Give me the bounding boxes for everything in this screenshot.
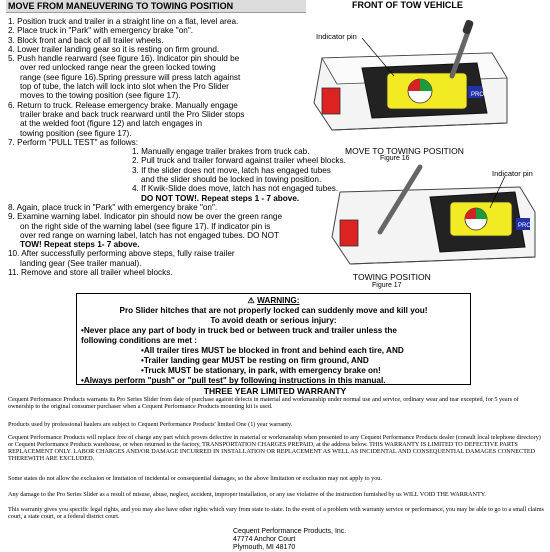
warning-line: following conditions are met : <box>81 336 197 345</box>
step-3: 3. Block front and back of all trailer wheels. <box>8 35 164 45</box>
front-of-vehicle-label: FRONT OF TOW VEHICLE <box>352 0 463 10</box>
warranty-para-2: Products used by professional haulers are subject to Cequent Performance Products' limited One (1) year warranty. <box>8 421 293 428</box>
fig17-caption: TOWING POSITION <box>353 272 431 282</box>
pro-label: PRO <box>518 223 532 229</box>
fig17-number: Figure 17 <box>372 282 402 289</box>
step-9-cont: TOW! Repeat steps 1- 7 above. <box>20 240 140 250</box>
warning-line: •All trailer tires MUST be blocked in front and behind each tire, AND <box>141 346 404 355</box>
warning-line: Pro Slider hitches that are not properly locked can suddenly move and kill you! <box>119 306 428 315</box>
fig17-indicator-label: Indicator pin <box>492 169 533 178</box>
step-6-cont: towing position (see figure 17). <box>20 128 132 138</box>
pull-test-2: 2. Pull truck and trailer forward against trailer wheel blocks. <box>132 156 346 166</box>
warning-line: •Trailer landing gear MUST be resting on firm ground, AND <box>141 356 369 365</box>
fig16-indicator-label: Indicator pin <box>316 32 357 41</box>
step-9: 9. Examine warning label. Indicator pin should now be over the green range <box>8 212 282 222</box>
pro-label: PRO <box>471 92 485 98</box>
warning-triangle-icon: ⚠ <box>247 296 255 305</box>
warning-line: •Always perform "push" or "pull test" by following instructions in this manual. <box>81 376 386 385</box>
step-5: 5. Push handle rearward (see figure 16). Indicator pin should be <box>8 54 240 64</box>
warning-line: To avoid death or serious injury: <box>210 316 337 325</box>
warranty-para-4: Some states do not allow the exclusion or limitation of incidental or consequential damages, so the above limitation or exclusion may not apply to you. <box>8 475 382 482</box>
warning-box <box>76 293 471 385</box>
warranty-para-1: Cequent Performance Products warrants its Pro Series Slider from date of purchase against defects in material and workmanship under normal use and service, ordinary wear and tear excepted, for 5 years of ownership to the original consumer purchaser when a Cequent Performance Products mounting kit is used. <box>8 396 519 410</box>
step-7: 7. Perform "PULL TEST" as follows: <box>8 137 139 147</box>
warning-title: ⚠ WARNING: <box>247 296 300 305</box>
warranty-title: THREE YEAR LIMITED WARRANTY <box>203 386 347 396</box>
step-8: 8. Again, place truck in "Park" with emergency brake "on". <box>8 202 218 212</box>
step-6: 6. Return to truck. Release emergency brake. Manually engage <box>8 100 238 110</box>
city-address: Plymouth, MI 48170 <box>233 544 296 551</box>
fig16-caption: MOVE TO TOWING POSITION <box>345 146 464 156</box>
step-6-cont: at the welded foot (figure 12) and latch engages in <box>20 119 203 129</box>
pull-test-4-cont: DO NOT TOW!. Repeat steps 1 - 7 above. <box>141 193 300 203</box>
street-address: 47774 Anchor Court <box>233 536 296 543</box>
step-10: 10. After successfully performing above steps, fully raise trailer <box>8 249 235 259</box>
step-11: 11. Remove and store all trailer wheel blocks. <box>8 268 173 278</box>
warranty-para-6: This warranty gives you specific legal rights, and you may also have other rights which vary from state to state. In the event of a problem with warranty service or performance, you may be able to go to a small claims court, a state court, or a federal district court. <box>8 506 544 520</box>
warranty-para-3: Cequent Performance Products will replace free of charge any part which proves defective in material or workmanship when presented to any Cequent Performance Products dealer (consult local telephone directory) or Cequent Performance Products warehouse, or when returned to the factory, TRANSPORTATION CHARGES PREPAID, at the address below. THIS WARRANTY IS LIMITED TO DEFECTIVE PARTS REPLACEMENT ONLY. LABOR CHARGES AND/OR DAMAGE INCURRED IN INSTALLATION OR REPLACEMENT AS WELL AS INCIDENTAL AND CONSEQUENTIAL DAMAGES CONNECTED THEREWITH ARE EXCLUDED. <box>8 434 541 462</box>
warning-line: •Truck MUST be stationary, in park, with emergency brake on! <box>141 366 381 375</box>
step-1: 1. Position truck and trailer in a straight line on a flat, level area. <box>8 17 239 26</box>
warranty-para-5: Any damage to the Pro Series Slider as a result of misuse, abuse, neglect, accident, improper installation, or any use violative of the instruction furnished by us WILL VOID THE WARRANTY. <box>8 491 486 498</box>
pull-test-3: 3. If the slider does not move, latch has engaged tubes <box>132 165 331 175</box>
company-name: Cequent Performance Products, Inc. <box>233 528 347 535</box>
step-9-cont: on the right side of the warning label (see figure 17). If indicator pin is <box>20 221 271 231</box>
pull-test-3-cont: and the slider should be locked in towing position. <box>141 175 322 185</box>
step-5-cont: range (see figure 16).Spring pressure will press latch against <box>20 72 241 82</box>
step-6-cont: trailer brake and back truck rearward until the Pro Slider stops <box>20 109 245 119</box>
company-address <box>233 528 346 552</box>
step-9-cont: over red range on warning label, latch has not engaged tubes. DO NOT <box>20 230 279 240</box>
figure-17-illustration <box>300 162 548 282</box>
step-5-cont: moves to the towing position (see figure 17). <box>20 91 181 101</box>
pull-test-1: 1. Manually engage trailer brakes from truck cab. <box>132 147 310 157</box>
pull-test-4: 4. If Kwik-Slide does move, latch has not engaged tubes. <box>132 184 339 194</box>
step-2: 2. Place truck in "Park" with emergency brake "on". <box>8 26 194 36</box>
fig16-number: Figure 16 <box>380 155 410 162</box>
step-5-cont: top of tube, the latch will lock into slot when the Pro Slider <box>20 82 229 92</box>
warning-line: •Never place any part of body in truck bed or between truck and trailer unless the <box>81 326 397 335</box>
section-header: MOVE FROM MANEUVERING TO TOWING POSITION <box>6 0 306 13</box>
step-5-cont: over red unlocked range near the green locked towing <box>20 63 216 73</box>
step-10-cont: landing gear (See trailer manual). <box>20 258 142 268</box>
slider-hitch-drawing-towing <box>332 167 535 264</box>
step-4: 4. Lower trailer landing gear so it is resting on firm ground. <box>8 44 220 54</box>
